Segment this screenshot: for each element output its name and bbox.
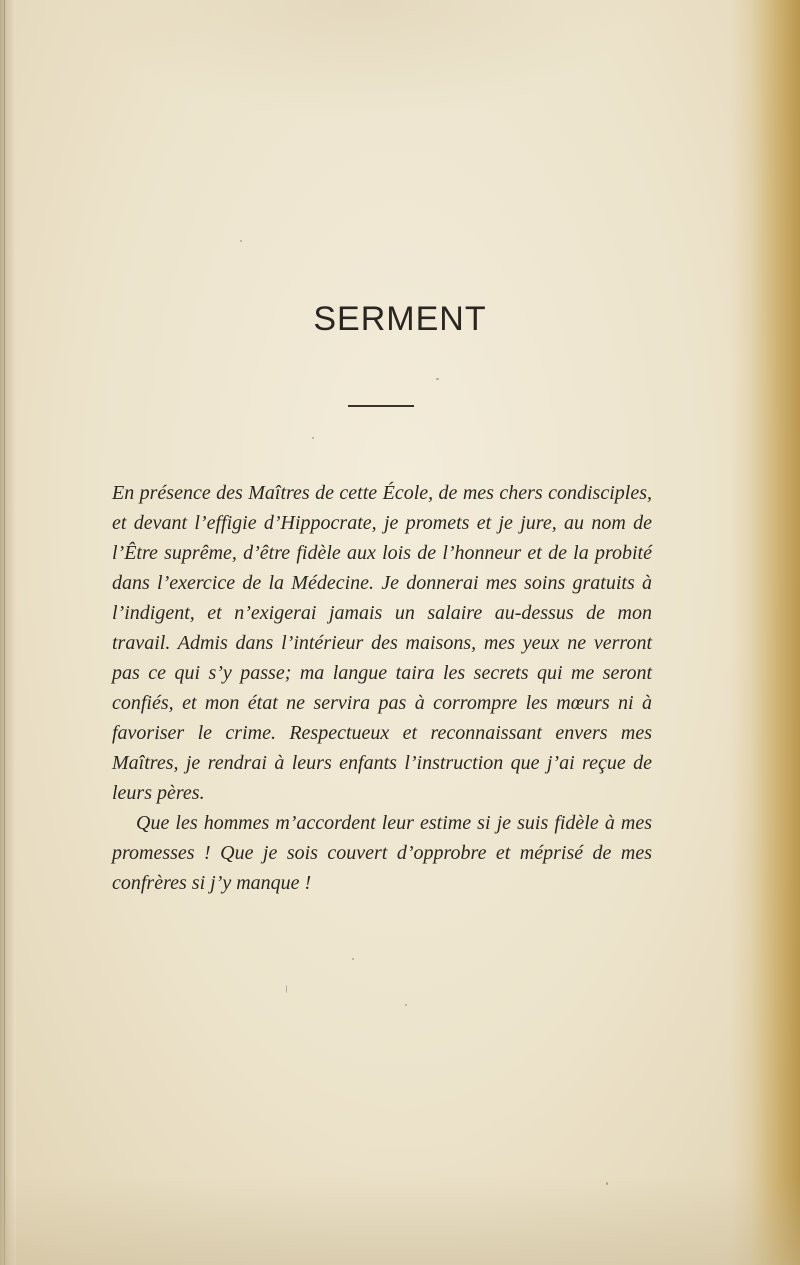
- paper-speck: [286, 985, 287, 993]
- paper-stain-bottom: [0, 1175, 800, 1265]
- page-right-edge-discoloration: [730, 0, 800, 1265]
- page-left-edge: [0, 0, 16, 1265]
- oath-paragraph-2: Que les hommes m’accordent leur estime si je suis fidèle à mes promesses ! Que je sois couvert d’opprobre et méprisé de mes confrères si j’y manque !: [112, 812, 652, 894]
- page-left-rule: [4, 0, 5, 1265]
- paper-speck: [606, 1182, 608, 1185]
- title-divider: [348, 405, 414, 407]
- paper-speck: [240, 240, 242, 242]
- paper-speck: [405, 1004, 407, 1006]
- oath-text: [112, 478, 652, 898]
- paper-stain-top: [80, 0, 640, 120]
- page-title: SERMENT: [313, 300, 487, 338]
- paper-speck: [312, 437, 314, 439]
- paper-speck: [352, 958, 354, 960]
- paper-speck: [436, 378, 439, 380]
- oath-paragraph-1: En présence des Maîtres de cette École, de mes chers condisciples, et devant l’effigie d’Hippocrate, je promets et je jure, au nom de l’Être suprême, d’être fidèle aux lois de l’honneur et de la probité dans l’exercice de la Médecine. Je donnerai mes soins gratuits à l’indigent, et n’exigerai jamais un salaire au-dessus de mon travail. Admis dans l’intérieur des maisons, mes yeux ne verront pas ce qui s’y passe; ma langue taira les secrets qui me seront confiés, et mon état ne servira pas à corrompre les mœurs ni à favoriser le crime. Respectueux et reconnaissant envers mes Maîtres, je rendrai à leurs enfants l’instruction que j’ai reçue de leurs pères.: [112, 482, 652, 804]
